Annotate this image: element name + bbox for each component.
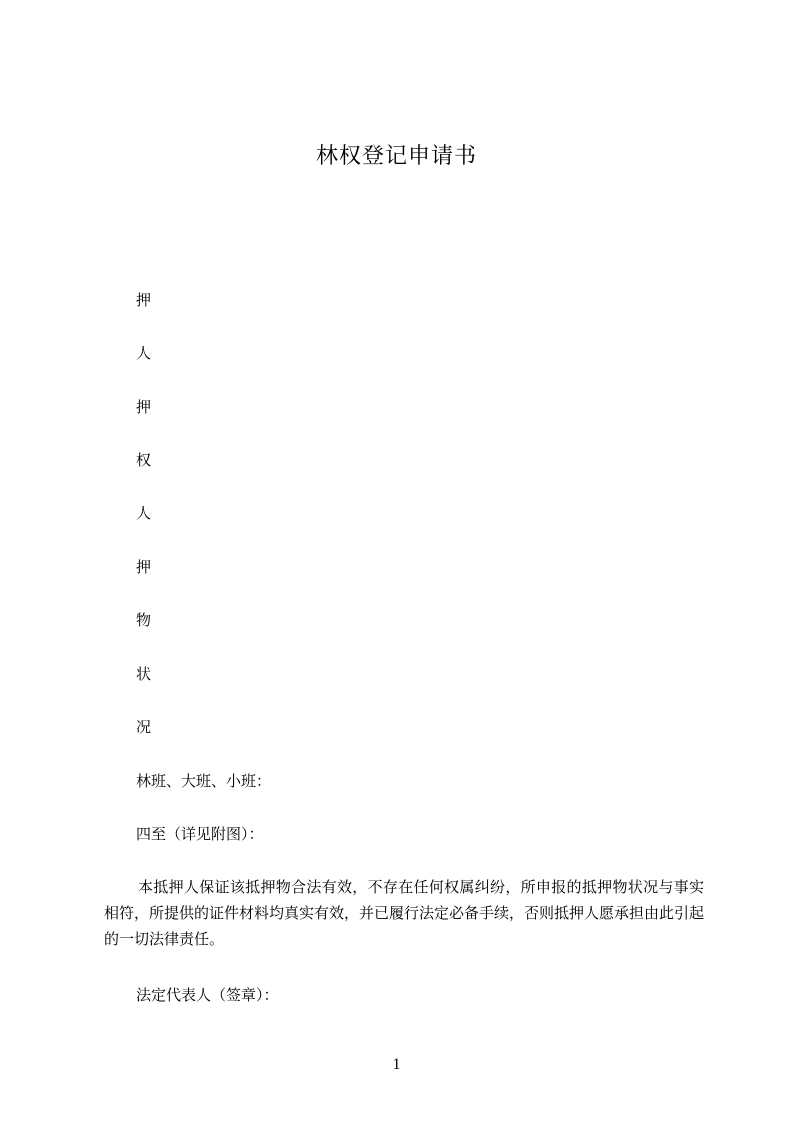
text-line-7: 物 bbox=[136, 611, 152, 629]
text-line-8: 状 bbox=[136, 665, 152, 683]
forest-class-label: 林班、大班、小班： bbox=[136, 772, 272, 790]
legal-representative-label: 法定代表人（签章）： bbox=[136, 986, 279, 1004]
text-line-4: 权 bbox=[136, 451, 152, 469]
text-line-5: 人 bbox=[136, 504, 152, 522]
text-line-3: 押 bbox=[136, 398, 152, 416]
text-line-1: 押 bbox=[136, 291, 152, 309]
declaration-paragraph: 本抵押人保证该抵押物合法有效，不存在任何权属纠纷，所申报的抵押物状况与事实相符，所提供的证件材料均真实有效，并已履行法定必备手续，否则抵押人愿承担由此引起的一切法律责任。 bbox=[104, 878, 705, 948]
document-title: 林权登记申请书 bbox=[315, 144, 477, 169]
boundaries-label: 四至（详见附图）： bbox=[136, 825, 264, 843]
page-number: 1 bbox=[392, 1056, 401, 1073]
text-line-2: 人 bbox=[136, 344, 152, 362]
text-line-6: 押 bbox=[136, 558, 152, 576]
text-line-9: 况 bbox=[136, 718, 152, 736]
